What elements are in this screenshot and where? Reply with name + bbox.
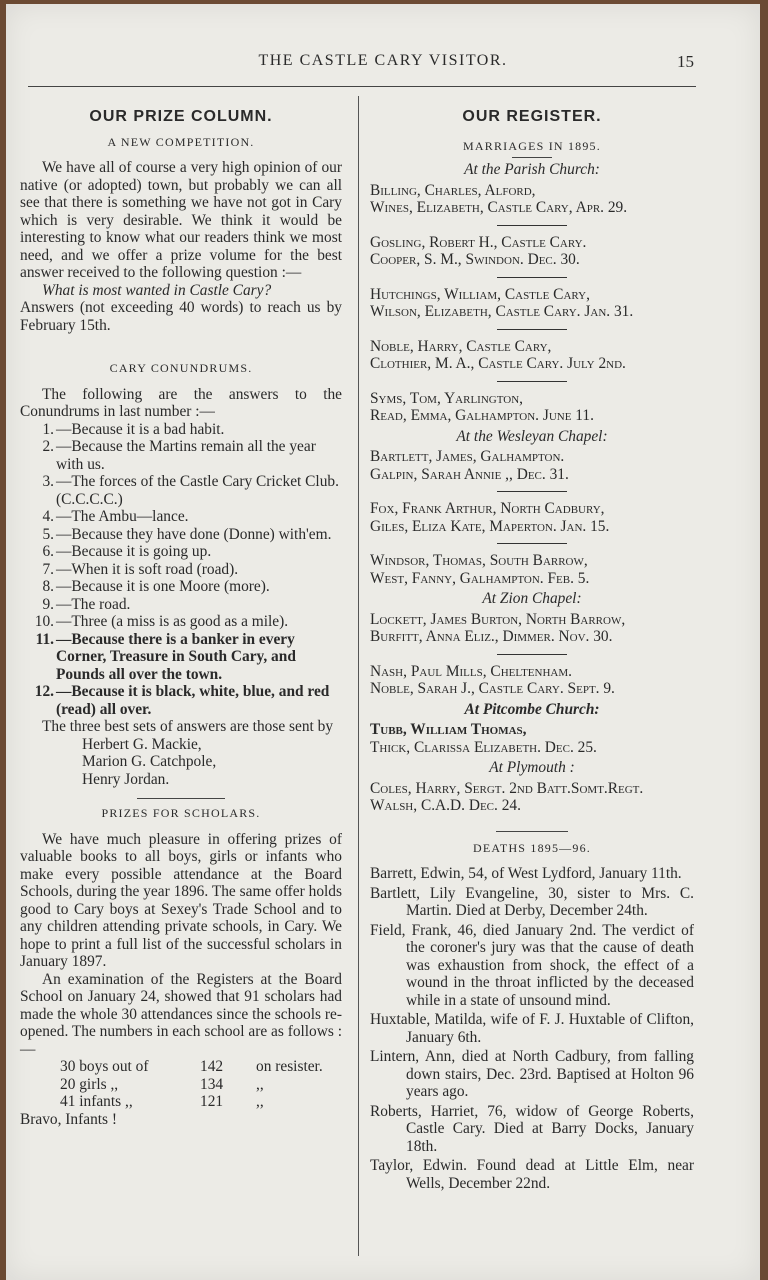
item-text: —Because it is a bad habit. [56,420,225,438]
groom: Coles, Harry, Sergt. 2nd Batt.Somt.Regt. [370,779,644,797]
groom: Bartlett, James, Galhampton. [370,448,565,465]
wesleyan-chapel-heading: At the Wesleyan Chapel: [456,427,608,445]
marriage-entry [370,234,694,269]
list-item [20,473,342,508]
item-text: —When it is soft road (road). [56,560,239,578]
bride: West, Fanny, Galhampton. Feb. 5. [370,569,590,587]
winner-name: Herbert G. Mackie, [82,735,202,753]
death-entry: Roberts, Harriet, 76, widow of George Roberts, Castle Cary. Died at Barry Docks, January 18th. [370,1102,694,1155]
list-item [20,683,342,718]
marriage-entry [370,552,694,587]
death-entry: Field, Frank, 46, died January 2nd. The verdict of the coroner's jury was that the cause of death was exhaustion from shock, the effect of a wound in the throat inflicted by the deceased while in a state of unsound mind. [370,921,694,1009]
item-text: —The Ambu—lance. [56,508,189,525]
count-row [60,1076,342,1094]
count-label: 41 infants ,, [60,1093,133,1110]
item-text: —Because the Martins remain all the year with us. [56,438,316,473]
prize-column [20,106,342,1128]
header-rule [28,86,696,87]
count-row [60,1093,342,1111]
list-item [20,543,342,561]
entry-divider [497,654,567,655]
groom: Billing, Charles, Alford, [370,181,536,199]
page-number: 15 [677,52,694,71]
marriage-entry [370,611,694,646]
item-number: 9. [42,595,54,613]
groom: Noble, Harry, Castle Cary, [370,337,552,355]
list-item [20,438,342,473]
item-text: —Because it is one Moore (more). [56,578,270,595]
zion-chapel-heading: At Zion Chapel: [482,590,582,607]
bride: Walsh, C.A.D. Dec. 24. [370,797,521,814]
count-note: ,, [256,1075,264,1093]
entry-divider [497,277,567,278]
entry-divider [497,381,567,382]
item-text: —Because it is going up. [56,543,212,560]
list-item [20,631,342,684]
item-number: 2. [42,438,54,455]
item-number: 5. [42,525,54,543]
marriage-entry [370,286,694,321]
plymouth-heading: At Plymouth : [489,759,575,776]
bride: Burfitt, Anna Eliz., Dimmer. Nov. 30. [370,628,613,645]
count-total: 142 [200,1058,224,1075]
prize-column-title: OUR PRIZE COLUMN. [89,108,273,125]
count-label: 30 boys out of [60,1058,149,1075]
list-item [20,526,342,544]
bride: Wines, Elizabeth, Castle Cary, Apr. 29. [370,199,628,216]
count-label: 20 girls ,, [60,1075,119,1093]
bride: Giles, Eliza Kate, Maperton. Jan. 15. [370,517,610,535]
conundrums-title: CARY CONUNDRUMS. [109,361,253,375]
register-column [370,106,694,1194]
marriage-entry [370,338,694,373]
groom: Syms, Tom, Yarlington, [370,389,523,407]
item-number: 10. [34,613,54,630]
groom: Nash, Paul Mills, Cheltenham. [370,662,572,680]
section-divider [512,157,552,158]
item-text: —The forces of the Castle Cary Cricket Club. (C.C.C.C.) [56,473,339,508]
entry-divider [497,225,567,226]
winners-intro: The three best sets of answers are those sent by [42,718,334,735]
winner-name: Henry Jordan. [82,770,170,788]
bride: Clothier, M. A., Castle Cary. July 2nd. [370,355,626,372]
groom: Tubb, William Thomas, [370,721,527,738]
marriage-entry [370,663,694,698]
groom: Gosling, Robert H., Castle Cary. [370,233,587,251]
winner-name: Marion G. Catchpole, [82,753,217,770]
conundrum-answers [20,421,342,719]
count-note: on resister. [256,1058,323,1075]
section-divider [137,798,225,799]
groom: Fox, Frank Arthur, North Cadbury, [370,500,605,517]
running-head: THE CASTLE CARY VISITOR. [258,52,508,69]
marriage-entry [370,500,694,535]
list-item [20,561,342,579]
scholars-paragraph: We have much pleasure in offering prizes of valuable books to all boys, girls or infants who make every possible attendance at the Board Schools, during the year 1896. The same offer holds good to Cary boys at Sexey's Trade School and to any children attending private schools, in Cary. We hope to print a full list of the successful scholars in January 1897. [20,830,342,970]
count-row [60,1058,342,1076]
item-text: —Because it is black, white, blue, and red (read) all over. [56,683,330,718]
count-total: 121 [200,1093,224,1110]
death-entry: Lintern, Ann, died at North Cadbury, from falling down stairs, Dec. 23rd. Baptised at Holton 96 years ago. [370,1048,694,1100]
new-competition-title: A NEW COMPETITION. [107,134,255,149]
groom: Lockett, James Burton, North Barrow, [370,610,626,628]
register-title: OUR REGISTER. [462,108,602,125]
page [6,4,760,1280]
bride: Galpin, Sarah Annie ,, Dec. 31. [370,465,569,483]
list-item [20,508,342,526]
groom: Hutchings, William, Castle Cary, [370,285,590,303]
bride: Cooper, S. M., Swindon. Dec. 30. [370,251,580,268]
pitcombe-church-heading: At Pitcombe Church: [464,700,600,718]
item-number: 1. [42,420,54,438]
deaths-title: DEATHS 1895—96. [472,840,591,855]
list-item [20,421,342,439]
entry-divider [497,491,567,492]
marriage-entry [370,390,694,425]
entry-divider [497,543,567,544]
item-number: 11. [35,630,54,648]
marriage-entry [370,721,694,756]
item-text: —Three (a miss is as good as a mile). [56,613,289,630]
marriage-entry [370,182,694,217]
count-total: 134 [200,1075,224,1093]
marriage-entry [370,780,694,815]
parish-church-heading: At the Parish Church: [464,161,600,178]
item-number: 3. [42,473,54,490]
scholars-title: PRIZES FOR SCHOLARS. [101,806,261,820]
winners-list [20,736,342,789]
bride: Read, Emma, Galhampton. June 11. [370,407,594,424]
bride: Thick, Clarissa Elizabeth. Dec. 25. [370,738,597,756]
item-text: —Because they have done (Donne) with'em. [56,525,332,543]
death-entry: Barrett, Edwin, 54, of West Lydford, January 11th. [370,865,682,882]
column-rule [358,96,359,1256]
attendance-counts [20,1058,342,1111]
count-note: ,, [256,1093,264,1110]
section-divider [496,831,568,832]
item-number: 7. [42,560,54,578]
list-item [20,596,342,614]
bride: Wilson, Elizabeth, Castle Cary. Jan. 31. [370,303,634,320]
competition-deadline: Answers (not exceeding 40 words) to reach us by February 15th. [20,299,342,334]
entry-divider [497,329,567,330]
death-entry: Taylor, Edwin. Found dead at Little Elm, near Wells, December 22nd. [370,1157,694,1192]
item-number: 6. [42,543,54,560]
competition-paragraph: We have all of course a very high opinion of our native (or adopted) town, but probably we can all see that there is something we have not got in Cary which is very desirable. We think it would be interesting to know what our readers think we most need, and we offer a prize volume for the best answer received to the following question :— [20,159,342,281]
marriages-title: MARRIAGES IN 1895. [463,138,601,153]
death-entry: Huxtable, Matilda, wife of F. J. Huxtable of Clifton, January 6th. [370,1011,694,1046]
marriage-entry [370,448,694,483]
list-item [20,613,342,631]
death-entry: Bartlett, Lily Evangeline, 30, sister to Mrs. C. Martin. Died at Derby, December 24th. [370,884,694,919]
registers-paragraph: An examination of the Registers at the Board School on January 24, showed that 91 scholars had made the whole 30 attendances since the schools re-opened. The numbers in each school are as follows :— [20,970,342,1058]
conundrums-intro: The following are the answers to the Conundrums in last number :— [20,385,342,420]
item-number: 4. [42,508,54,525]
competition-question: What is most wanted in Castle Cary? [42,281,272,299]
bride: Noble, Sarah J., Castle Cary. Sept. 9. [370,680,615,697]
list-item [20,578,342,596]
item-number: 8. [42,578,54,595]
item-text: —The road. [56,595,131,613]
groom: Windsor, Thomas, South Barrow, [370,552,588,569]
item-number: 12. [34,683,54,700]
item-text: —Because there is a banker in every Corner, Treasure in South Cary, and Pounds all over the town. [56,630,296,683]
bravo-line: Bravo, Infants ! [20,1110,118,1128]
